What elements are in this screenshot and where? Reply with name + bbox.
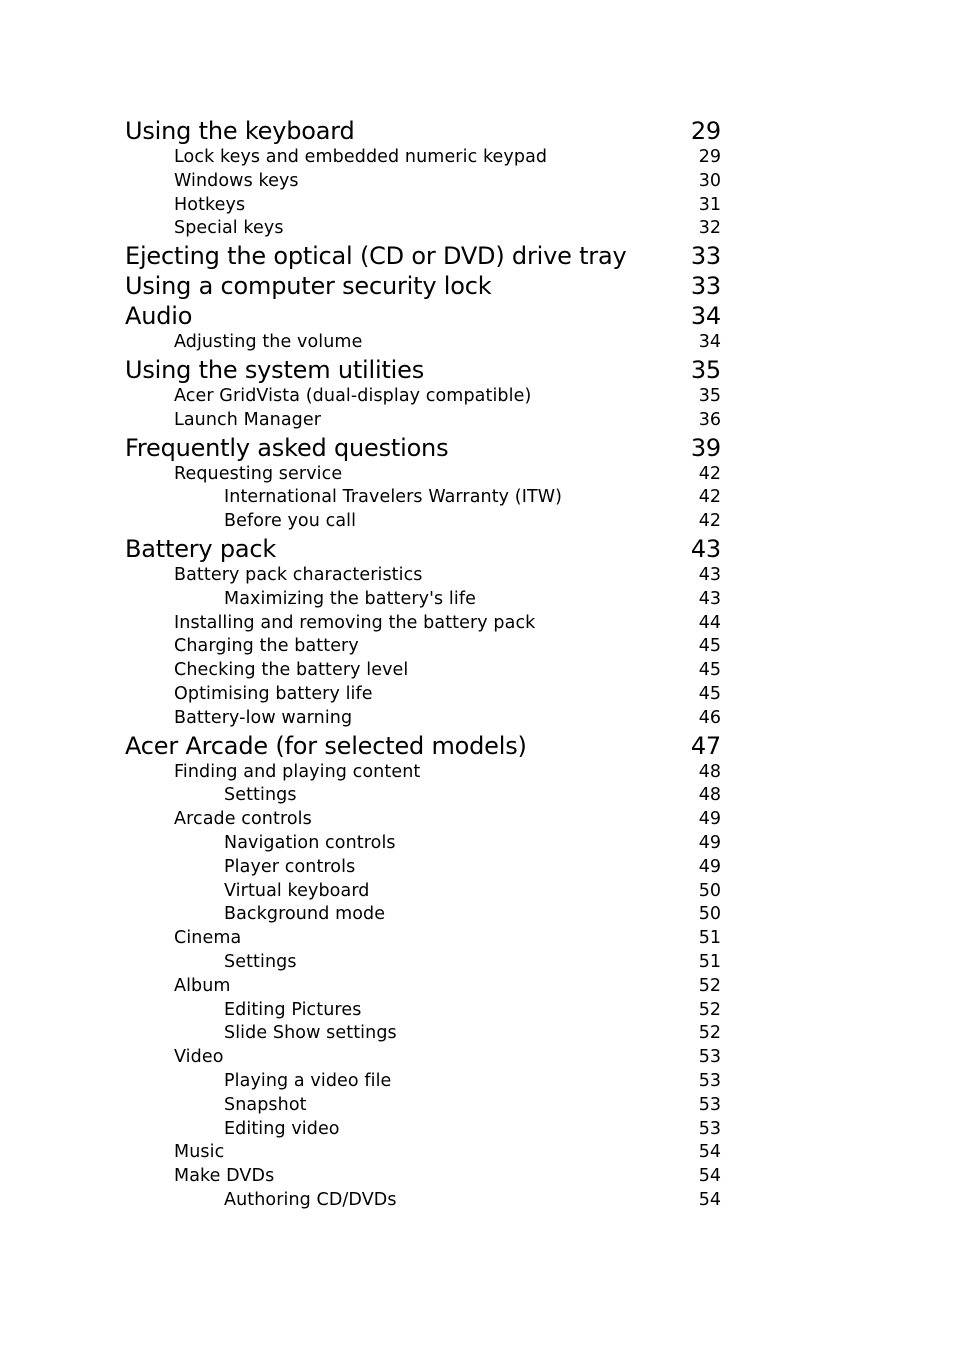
toc-subsection-entry[interactable] xyxy=(125,880,721,904)
toc-entry-page-number: 49 xyxy=(698,809,721,830)
toc-entry-title: Playing a video file xyxy=(224,1070,392,1091)
toc-subsection-entry[interactable] xyxy=(125,510,721,534)
toc-entry-title: Battery pack xyxy=(125,534,277,563)
toc-entry-page-number: 53 xyxy=(698,1070,721,1091)
toc-entry-title: Background mode xyxy=(224,904,386,925)
toc-subsection-entry[interactable] xyxy=(125,784,721,808)
toc-entry-title: Ejecting the optical (CD or DVD) drive tray xyxy=(125,242,627,271)
toc-entry-page-number: 51 xyxy=(698,951,721,972)
toc-entry-title: Requesting service xyxy=(174,463,343,484)
toc-entry-page-number: 33 xyxy=(690,242,721,271)
toc-entry-page-number: 29 xyxy=(690,117,721,145)
toc-entry-page-number: 54 xyxy=(698,1189,721,1210)
toc-entry-page-number: 49 xyxy=(698,832,721,853)
toc-entry-title: Checking the battery level xyxy=(174,660,409,681)
toc-entry-title: Player controls xyxy=(224,856,356,877)
toc-section-entry[interactable] xyxy=(125,564,721,588)
toc-entry-title: Using the keyboard xyxy=(125,117,355,145)
toc-entry-title: Special keys xyxy=(174,218,284,239)
toc-entry-title: Before you call xyxy=(224,511,357,532)
toc-entry-page-number: 42 xyxy=(698,463,721,484)
toc-entry-title: Frequently asked questions xyxy=(125,433,449,462)
toc-entry-page-number: 36 xyxy=(698,409,721,430)
toc-entry-title: Maximizing the battery's life xyxy=(224,588,476,609)
toc-chapter-entry[interactable] xyxy=(125,433,721,463)
toc-section-entry[interactable] xyxy=(125,635,721,659)
toc-subsection-entry[interactable] xyxy=(125,588,721,612)
toc-subsection-entry[interactable] xyxy=(125,1118,721,1142)
toc-entry-title: Virtual keyboard xyxy=(224,880,370,901)
toc-entry-page-number: 44 xyxy=(698,612,721,633)
table-of-contents xyxy=(125,116,721,1213)
toc-entry-title: Snapshot xyxy=(224,1094,307,1115)
toc-subsection-entry[interactable] xyxy=(125,999,721,1023)
toc-subsection-entry[interactable] xyxy=(125,1189,721,1213)
toc-entry-page-number: 42 xyxy=(698,511,721,532)
toc-entry-page-number: 45 xyxy=(698,660,721,681)
toc-section-entry[interactable] xyxy=(125,612,721,636)
toc-section-entry[interactable] xyxy=(125,170,721,194)
toc-entry-page-number: 50 xyxy=(698,904,721,925)
toc-entry-page-number: 45 xyxy=(698,683,721,704)
toc-entry-page-number: 35 xyxy=(690,355,721,384)
toc-section-entry[interactable] xyxy=(125,683,721,707)
toc-entry-title: Battery-low warning xyxy=(174,707,353,728)
toc-entry-page-number: 54 xyxy=(698,1142,721,1163)
toc-entry-title: International Travelers Warranty (ITW) xyxy=(224,487,563,508)
toc-entry-title: Cinema xyxy=(174,928,242,949)
toc-subsection-entry[interactable] xyxy=(125,1022,721,1046)
toc-section-entry[interactable] xyxy=(125,217,721,241)
toc-chapter-entry[interactable] xyxy=(125,355,721,385)
toc-entry-page-number: 53 xyxy=(698,1094,721,1115)
toc-section-entry[interactable] xyxy=(125,975,721,999)
toc-subsection-entry[interactable] xyxy=(125,856,721,880)
toc-chapter-entry[interactable] xyxy=(125,271,721,301)
toc-entry-page-number: 29 xyxy=(698,147,721,167)
toc-section-entry[interactable] xyxy=(125,146,721,170)
toc-chapter-entry[interactable] xyxy=(125,116,721,146)
toc-section-entry[interactable] xyxy=(125,409,721,433)
toc-entry-page-number: 52 xyxy=(698,999,721,1020)
toc-entry-page-number: 43 xyxy=(698,588,721,609)
toc-entry-title: Hotkeys xyxy=(174,194,246,215)
toc-entry-page-number: 42 xyxy=(698,487,721,508)
toc-entry-page-number: 39 xyxy=(690,433,721,462)
toc-entry-title: Make DVDs xyxy=(174,1166,275,1187)
toc-chapter-entry[interactable] xyxy=(125,731,721,761)
toc-entry-page-number: 35 xyxy=(698,385,721,406)
toc-subsection-entry[interactable] xyxy=(125,951,721,975)
toc-chapter-entry[interactable] xyxy=(125,301,721,331)
toc-entry-title: Adjusting the volume xyxy=(174,332,363,353)
toc-entry-title: Finding and playing content xyxy=(174,761,421,782)
toc-entry-title: Authoring CD/DVDs xyxy=(224,1189,397,1210)
toc-section-entry[interactable] xyxy=(125,1141,721,1165)
toc-entry-page-number: 50 xyxy=(698,880,721,901)
toc-entry-page-number: 52 xyxy=(698,1023,721,1044)
toc-entry-page-number: 51 xyxy=(698,928,721,949)
toc-section-entry[interactable] xyxy=(125,1165,721,1189)
toc-entry-title: Settings xyxy=(224,785,297,806)
toc-entry-title: Acer Arcade (for selected models) xyxy=(125,731,527,760)
toc-entry-page-number: 48 xyxy=(698,761,721,782)
toc-entry-page-number: 49 xyxy=(698,856,721,877)
toc-entry-title: Windows keys xyxy=(174,170,299,191)
toc-entry-page-number: 53 xyxy=(698,1118,721,1139)
toc-section-entry[interactable] xyxy=(125,927,721,951)
toc-entry-title: Arcade controls xyxy=(174,809,312,830)
toc-entry-page-number: 34 xyxy=(690,302,721,331)
toc-subsection-entry[interactable] xyxy=(125,903,721,927)
toc-entry-title: Lock keys and embedded numeric keypad xyxy=(174,147,548,167)
toc-entry-title: Installing and removing the battery pack xyxy=(174,612,536,633)
toc-entry-page-number: 43 xyxy=(698,564,721,585)
toc-subsection-entry[interactable] xyxy=(125,486,721,510)
toc-subsection-entry[interactable] xyxy=(125,832,721,856)
toc-entry-page-number: 54 xyxy=(698,1166,721,1187)
toc-section-entry[interactable] xyxy=(125,331,721,355)
toc-entry-page-number: 47 xyxy=(690,731,721,760)
toc-entry-page-number: 30 xyxy=(698,170,721,191)
toc-entry-title: Music xyxy=(174,1142,225,1163)
toc-section-entry[interactable] xyxy=(125,707,721,731)
toc-entry-page-number: 32 xyxy=(698,218,721,239)
toc-entry-page-number: 34 xyxy=(698,332,721,353)
toc-entry-title: Settings xyxy=(224,951,297,972)
toc-entry-title: Charging the battery xyxy=(174,636,359,657)
toc-entry-page-number: 52 xyxy=(698,975,721,996)
toc-subsection-entry[interactable] xyxy=(125,1070,721,1094)
toc-entry-title: Launch Manager xyxy=(174,409,322,430)
toc-entry-title: Using a computer security lock xyxy=(125,272,492,301)
toc-section-entry[interactable] xyxy=(125,385,721,409)
toc-entry-title: Audio xyxy=(125,302,193,331)
toc-entry-title: Slide Show settings xyxy=(224,1023,397,1044)
toc-section-entry[interactable] xyxy=(125,659,721,683)
toc-entry-page-number: 45 xyxy=(698,636,721,657)
toc-chapter-entry[interactable] xyxy=(125,241,721,271)
toc-entry-page-number: 33 xyxy=(690,272,721,301)
toc-entry-page-number: 48 xyxy=(698,785,721,806)
toc-entry-title: Editing Pictures xyxy=(224,999,362,1020)
toc-entry-title: Navigation controls xyxy=(224,832,396,853)
toc-entry-title: Battery pack characteristics xyxy=(174,564,423,585)
toc-entry-title: Video xyxy=(174,1047,224,1068)
toc-entry-page-number: 43 xyxy=(690,534,721,563)
toc-entry-title: Album xyxy=(174,975,231,996)
toc-section-entry[interactable] xyxy=(125,463,721,487)
toc-chapter-entry[interactable] xyxy=(125,534,721,564)
toc-entry-title: Using the system utilities xyxy=(125,355,424,384)
toc-entry-title: Optimising battery life xyxy=(174,683,373,704)
toc-entry-page-number: 53 xyxy=(698,1047,721,1068)
toc-entry-page-number: 46 xyxy=(698,707,721,728)
toc-section-entry[interactable] xyxy=(125,194,721,218)
toc-entry-title: Editing video xyxy=(224,1118,340,1139)
toc-section-entry[interactable] xyxy=(125,761,721,785)
toc-section-entry[interactable] xyxy=(125,1046,721,1070)
toc-entry-page-number: 31 xyxy=(698,194,721,215)
toc-subsection-entry[interactable] xyxy=(125,1094,721,1118)
toc-entry-title: Acer GridVista (dual-display compatible) xyxy=(174,385,532,406)
toc-section-entry[interactable] xyxy=(125,808,721,832)
